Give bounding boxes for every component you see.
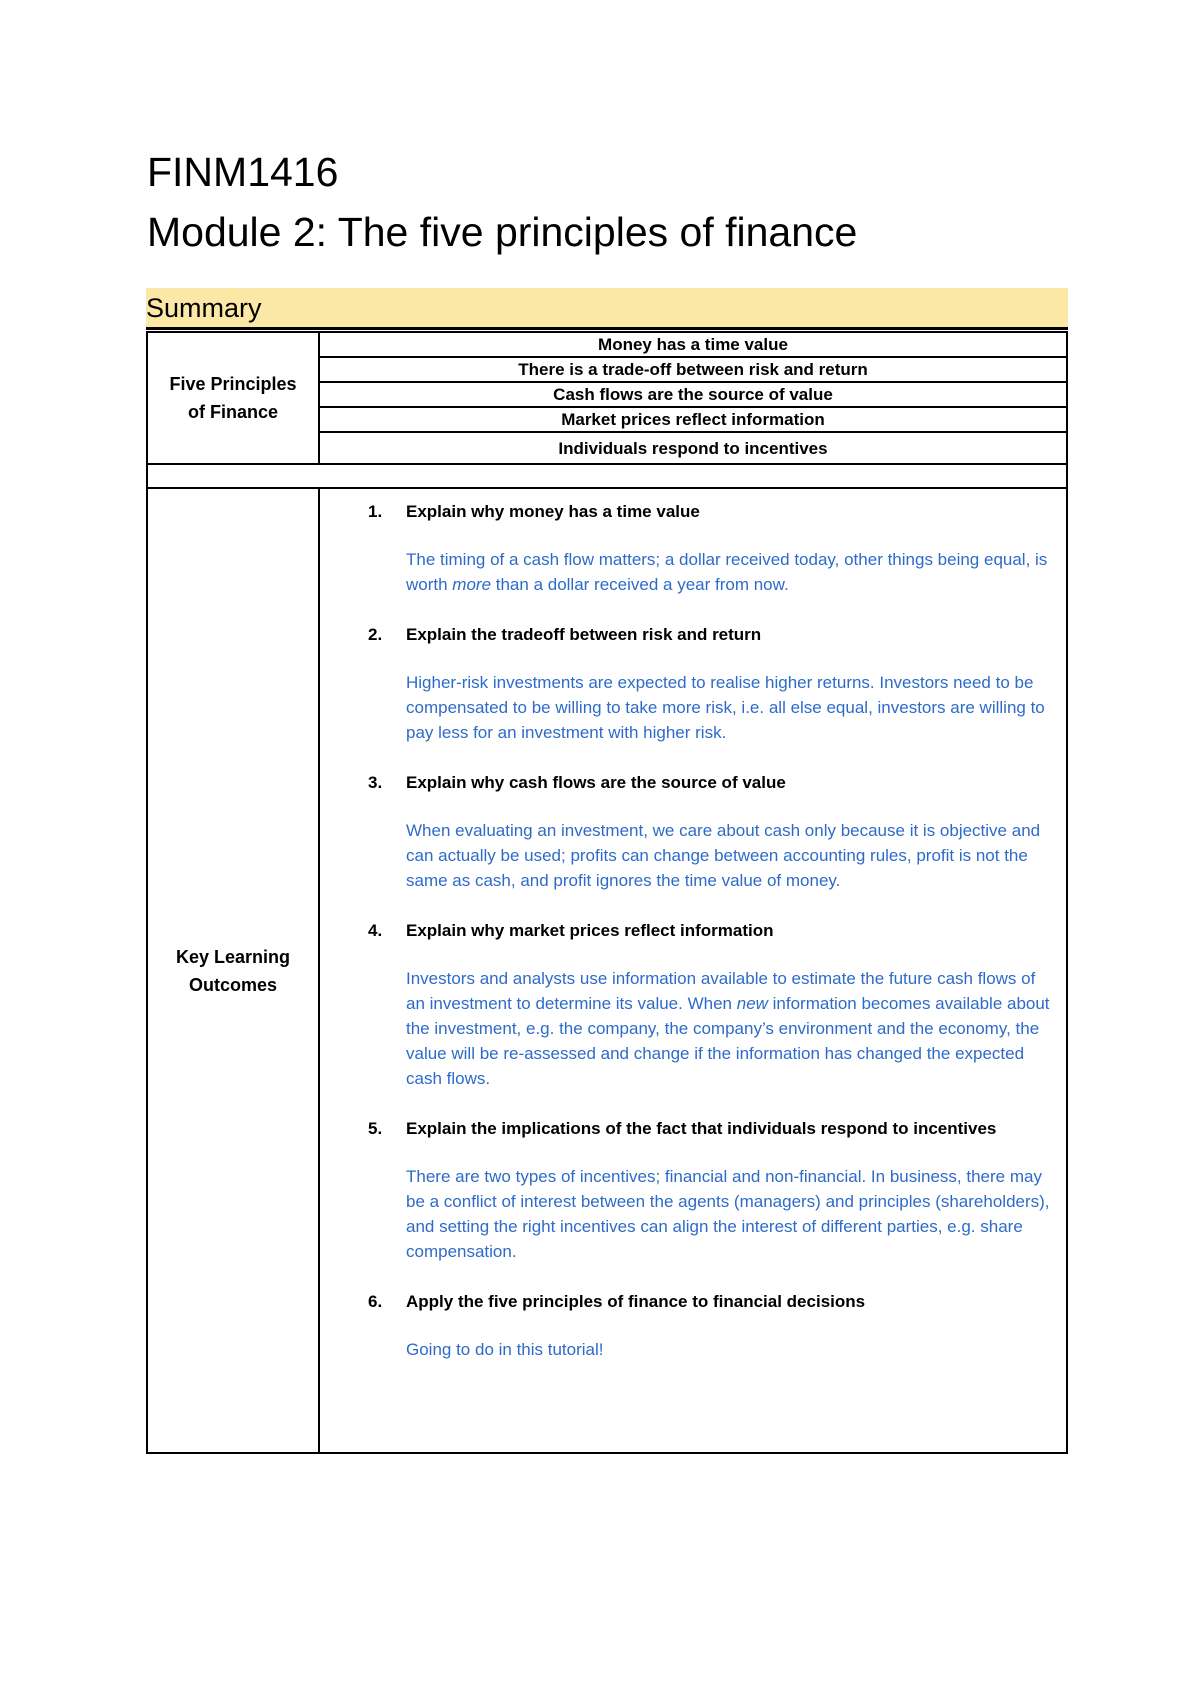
outcome-heading: Explain why market prices reflect information [406, 921, 774, 940]
spacer-cell [147, 464, 1067, 488]
answer-text: There are two types of incentives; financial and non-financial. In business, there may be a conflict of interest between the agents (managers) and principles (shareholders), and setting the right incentives can align the interest of different parties, e.g. share compensation. [406, 1167, 1050, 1261]
principles-row [147, 332, 1067, 464]
outcomes-label: Key Learning Outcomes [175, 946, 291, 995]
answer-text: Higher-risk investments are expected to realise higher returns. Investors need to be compensated to be willing to take more risk, i.e. all else equal, investors are willing to pay less for an investment with higher risk. [406, 673, 1045, 742]
principle-item: Money has a time value [320, 333, 1066, 357]
outcome-answer [406, 1337, 1054, 1362]
principles-list [320, 333, 1066, 463]
outcome-number: 6. [368, 1292, 383, 1311]
outcomes-row [147, 488, 1067, 1453]
course-code: FINM1416 [147, 149, 339, 195]
outcome-number: 4. [368, 921, 383, 940]
answer-text: When evaluating an investment, we care about cash only because it is objective and can actually be used; profits can change between accounting rules, profit is not the same as cash, and profit ignores the time value of money. [406, 821, 1041, 890]
outcome-answer [406, 818, 1054, 893]
principles-list-cell [319, 332, 1067, 464]
summary-table [146, 331, 1068, 1454]
answer-text: information becomes available about the investment, e.g. the company, the company’s environment and the economy, the value will be re-assessed and change if the information has changed the expected cash flows. [406, 994, 1050, 1088]
module-title: Module 2: The five principles of finance [147, 209, 858, 255]
outcome-heading: Explain why cash flows are the source of value [406, 773, 786, 792]
answer-emphasis: new [736, 994, 768, 1013]
outcomes-list [320, 499, 1066, 1362]
outcome-number: 5. [368, 1119, 383, 1138]
outcome-heading: Explain the implications of the fact that individuals respond to incentives [406, 1119, 997, 1138]
outcome-item [320, 1116, 1066, 1264]
principles-label: Five Principles of Finance [169, 374, 297, 422]
outcome-number: 1. [368, 502, 383, 521]
principle-item: Cash flows are the source of value [320, 382, 1066, 407]
principle-item: There is a trade-off between risk and return [320, 357, 1066, 382]
outcome-heading: Apply the five principles of finance to financial decisions [406, 1292, 866, 1311]
principle-item: Individuals respond to incentives [558, 438, 828, 458]
principles-label-cell [147, 332, 319, 464]
answer-emphasis: more [452, 575, 492, 594]
outcome-item [320, 622, 1066, 745]
outcome-item [320, 770, 1066, 893]
answer-text: The timing of a cash flow matters; a dollar received today, other things being equal, is worth [406, 550, 1048, 594]
outcome-answer [406, 1164, 1054, 1264]
outcome-heading: Explain the tradeoff between risk and return [406, 625, 762, 644]
outcome-item [320, 1289, 1066, 1362]
outcome-number: 3. [368, 773, 383, 792]
outcome-answer [406, 966, 1054, 1091]
spacer-row [147, 464, 1067, 488]
answer-text: Investors and analysts use information available to estimate the future cash flows of an investment to determine its value. When [406, 969, 1036, 1013]
outcome-answer [406, 670, 1054, 745]
answer-text: Going to do in this tutorial! [406, 1340, 604, 1359]
outcome-heading: Explain why money has a time value [406, 502, 700, 521]
summary-label: Summary [146, 293, 262, 323]
outcome-number: 2. [368, 625, 383, 644]
outcome-item [320, 499, 1066, 597]
outcome-answer [406, 547, 1054, 597]
outcomes-label-cell [147, 488, 319, 1453]
outcome-item [320, 918, 1066, 1091]
summary-header-bar [146, 288, 1068, 330]
outcomes-list-cell [319, 488, 1067, 1453]
principle-item: Market prices reflect information [320, 407, 1066, 432]
answer-text: than a dollar received a year from now. [491, 575, 789, 594]
